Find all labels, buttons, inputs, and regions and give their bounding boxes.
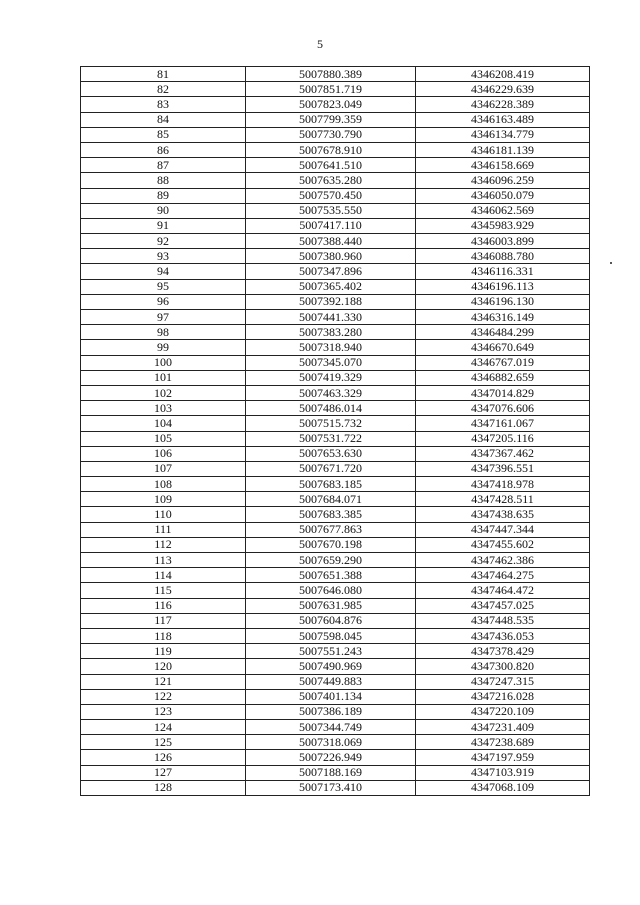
table-row: [81, 674, 590, 689]
y-coordinate-cell: 4346196.130: [416, 294, 590, 309]
y-coordinate-cell: 4346181.139: [416, 142, 590, 157]
point-number-cell: 109: [81, 492, 246, 507]
x-coordinate-cell: 5007515.732: [246, 416, 416, 431]
x-coordinate-cell: 5007392.188: [246, 294, 416, 309]
y-coordinate-cell: 4347448.535: [416, 613, 590, 628]
x-coordinate-cell: 5007631.985: [246, 598, 416, 613]
point-number-cell: 120: [81, 659, 246, 674]
x-coordinate-cell: 5007646.080: [246, 583, 416, 598]
x-coordinate-cell: 5007535.550: [246, 203, 416, 218]
point-number-cell: 96: [81, 294, 246, 309]
x-coordinate-cell: 5007388.440: [246, 234, 416, 249]
point-number-cell: 110: [81, 507, 246, 522]
table-row: [81, 644, 590, 659]
y-coordinate-cell: 4346228.389: [416, 97, 590, 112]
point-number-cell: 105: [81, 431, 246, 446]
point-number-cell: 128: [81, 780, 246, 795]
x-coordinate-cell: 5007347.896: [246, 264, 416, 279]
y-coordinate-cell: 4347428.511: [416, 492, 590, 507]
table-row: [81, 218, 590, 233]
x-coordinate-cell: 5007365.402: [246, 279, 416, 294]
x-coordinate-cell: 5007419.329: [246, 370, 416, 385]
x-coordinate-cell: 5007386.189: [246, 704, 416, 719]
point-number-cell: 85: [81, 127, 246, 142]
table-row: [81, 401, 590, 416]
y-coordinate-cell: 4347068.109: [416, 780, 590, 795]
y-coordinate-cell: 4347438.635: [416, 507, 590, 522]
y-coordinate-cell: 4346096.259: [416, 173, 590, 188]
y-coordinate-cell: 4346316.149: [416, 310, 590, 325]
table-row: [81, 446, 590, 461]
point-number-cell: 123: [81, 704, 246, 719]
y-coordinate-cell: 4346134.779: [416, 127, 590, 142]
x-coordinate-cell: 5007823.049: [246, 97, 416, 112]
table-row: [81, 537, 590, 552]
y-coordinate-cell: 4347220.109: [416, 704, 590, 719]
y-coordinate-cell: 4346208.419: [416, 67, 590, 82]
point-number-cell: 86: [81, 142, 246, 157]
table-row: [81, 158, 590, 173]
x-coordinate-cell: 5007653.630: [246, 446, 416, 461]
point-number-cell: 87: [81, 158, 246, 173]
point-number-cell: 115: [81, 583, 246, 598]
table-row: [81, 583, 590, 598]
x-coordinate-cell: 5007401.134: [246, 689, 416, 704]
y-coordinate-cell: 4346158.669: [416, 158, 590, 173]
table-row: [81, 385, 590, 400]
x-coordinate-cell: 5007851.719: [246, 82, 416, 97]
x-coordinate-cell: 5007635.280: [246, 173, 416, 188]
x-coordinate-cell: 5007677.863: [246, 522, 416, 537]
table-row: [81, 522, 590, 537]
y-coordinate-cell: 4346163.489: [416, 112, 590, 127]
point-number-cell: 116: [81, 598, 246, 613]
table-row: [81, 613, 590, 628]
y-coordinate-cell: 4346767.019: [416, 355, 590, 370]
table-row: [81, 249, 590, 264]
y-coordinate-cell: 4347436.053: [416, 628, 590, 643]
x-coordinate-cell: 5007463.329: [246, 385, 416, 400]
table-row: [81, 97, 590, 112]
table-row: [81, 416, 590, 431]
point-number-cell: 89: [81, 188, 246, 203]
table-row: [81, 173, 590, 188]
y-coordinate-cell: 4346062.569: [416, 203, 590, 218]
y-coordinate-cell: 4346088.780: [416, 249, 590, 264]
y-coordinate-cell: 4346116.331: [416, 264, 590, 279]
point-number-cell: 111: [81, 522, 246, 537]
point-number-cell: 83: [81, 97, 246, 112]
x-coordinate-cell: 5007684.071: [246, 492, 416, 507]
point-number-cell: 92: [81, 234, 246, 249]
x-coordinate-cell: 5007880.389: [246, 67, 416, 82]
table-row: [81, 628, 590, 643]
x-coordinate-cell: 5007188.169: [246, 765, 416, 780]
x-coordinate-cell: 5007490.969: [246, 659, 416, 674]
x-coordinate-cell: 5007380.960: [246, 249, 416, 264]
point-number-cell: 127: [81, 765, 246, 780]
x-coordinate-cell: 5007383.280: [246, 325, 416, 340]
coordinates-table: [80, 66, 590, 796]
y-coordinate-cell: 4347418.978: [416, 477, 590, 492]
x-coordinate-cell: 5007683.385: [246, 507, 416, 522]
x-coordinate-cell: 5007318.069: [246, 735, 416, 750]
y-coordinate-cell: 4346882.659: [416, 370, 590, 385]
table-row: [81, 598, 590, 613]
x-coordinate-cell: 5007344.749: [246, 720, 416, 735]
point-number-cell: 101: [81, 370, 246, 385]
y-coordinate-cell: 4347457.025: [416, 598, 590, 613]
table-row: [81, 689, 590, 704]
x-coordinate-cell: 5007551.243: [246, 644, 416, 659]
y-coordinate-cell: 4346196.113: [416, 279, 590, 294]
point-number-cell: 84: [81, 112, 246, 127]
table-row: [81, 310, 590, 325]
x-coordinate-cell: 5007730.790: [246, 127, 416, 142]
table-row: [81, 750, 590, 765]
point-number-cell: 107: [81, 461, 246, 476]
x-coordinate-cell: 5007799.359: [246, 112, 416, 127]
point-number-cell: 91: [81, 218, 246, 233]
y-coordinate-cell: 4347231.409: [416, 720, 590, 735]
table-row: [81, 492, 590, 507]
x-coordinate-cell: 5007670.198: [246, 537, 416, 552]
point-number-cell: 98: [81, 325, 246, 340]
x-coordinate-cell: 5007531.722: [246, 431, 416, 446]
point-number-cell: 100: [81, 355, 246, 370]
x-coordinate-cell: 5007226.949: [246, 750, 416, 765]
x-coordinate-cell: 5007318.940: [246, 340, 416, 355]
table-row: [81, 325, 590, 340]
point-number-cell: 124: [81, 720, 246, 735]
table-row: [81, 142, 590, 157]
table-row: [81, 720, 590, 735]
y-coordinate-cell: 4346003.899: [416, 234, 590, 249]
table-row: [81, 780, 590, 795]
y-coordinate-cell: 4347464.275: [416, 568, 590, 583]
table-row: [81, 340, 590, 355]
point-number-cell: 93: [81, 249, 246, 264]
point-number-cell: 108: [81, 477, 246, 492]
x-coordinate-cell: 5007173.410: [246, 780, 416, 795]
table-row: [81, 188, 590, 203]
point-number-cell: 113: [81, 553, 246, 568]
table-row: [81, 659, 590, 674]
table-row: [81, 735, 590, 750]
table-row: [81, 264, 590, 279]
x-coordinate-cell: 5007345.070: [246, 355, 416, 370]
y-coordinate-cell: 4346229.639: [416, 82, 590, 97]
table-row: [81, 127, 590, 142]
point-number-cell: 103: [81, 401, 246, 416]
table-row: [81, 112, 590, 127]
y-coordinate-cell: 4347367.462: [416, 446, 590, 461]
y-coordinate-cell: 4347238.689: [416, 735, 590, 750]
table-row: [81, 370, 590, 385]
x-coordinate-cell: 5007570.450: [246, 188, 416, 203]
x-coordinate-cell: 5007651.388: [246, 568, 416, 583]
y-coordinate-cell: 4347455.602: [416, 537, 590, 552]
x-coordinate-cell: 5007678.910: [246, 142, 416, 157]
point-number-cell: 81: [81, 67, 246, 82]
table-row: [81, 203, 590, 218]
point-number-cell: 104: [81, 416, 246, 431]
y-coordinate-cell: 4347076.606: [416, 401, 590, 416]
point-number-cell: 94: [81, 264, 246, 279]
y-coordinate-cell: 4347447.344: [416, 522, 590, 537]
point-number-cell: 117: [81, 613, 246, 628]
table-row: [81, 461, 590, 476]
x-coordinate-cell: 5007417.110: [246, 218, 416, 233]
y-coordinate-cell: 4347247.315: [416, 674, 590, 689]
y-coordinate-cell: 4345983.929: [416, 218, 590, 233]
y-coordinate-cell: 4347205.116: [416, 431, 590, 446]
y-coordinate-cell: 4347396.551: [416, 461, 590, 476]
table-row: [81, 355, 590, 370]
y-coordinate-cell: 4347216.028: [416, 689, 590, 704]
table-row: [81, 765, 590, 780]
y-coordinate-cell: 4347161.067: [416, 416, 590, 431]
point-number-cell: 122: [81, 689, 246, 704]
point-number-cell: 97: [81, 310, 246, 325]
y-coordinate-cell: 4347464.472: [416, 583, 590, 598]
scan-speck: [610, 262, 612, 264]
table-row: [81, 67, 590, 82]
table-row: [81, 507, 590, 522]
point-number-cell: 102: [81, 385, 246, 400]
table-row: [81, 568, 590, 583]
y-coordinate-cell: 4347197.959: [416, 750, 590, 765]
table-row: [81, 279, 590, 294]
y-coordinate-cell: 4347462.386: [416, 553, 590, 568]
x-coordinate-cell: 5007671.720: [246, 461, 416, 476]
point-number-cell: 126: [81, 750, 246, 765]
point-number-cell: 88: [81, 173, 246, 188]
x-coordinate-cell: 5007641.510: [246, 158, 416, 173]
table-row: [81, 82, 590, 97]
point-number-cell: 121: [81, 674, 246, 689]
table-row: [81, 234, 590, 249]
coordinates-table-body: [81, 67, 590, 796]
point-number-cell: 114: [81, 568, 246, 583]
x-coordinate-cell: 5007659.290: [246, 553, 416, 568]
point-number-cell: 106: [81, 446, 246, 461]
table-row: [81, 553, 590, 568]
point-number-cell: 125: [81, 735, 246, 750]
point-number-cell: 82: [81, 82, 246, 97]
table-row: [81, 477, 590, 492]
point-number-cell: 119: [81, 644, 246, 659]
x-coordinate-cell: 5007683.185: [246, 477, 416, 492]
table-row: [81, 431, 590, 446]
table-row: [81, 704, 590, 719]
point-number-cell: 90: [81, 203, 246, 218]
x-coordinate-cell: 5007441.330: [246, 310, 416, 325]
point-number-cell: 118: [81, 628, 246, 643]
y-coordinate-cell: 4346050.079: [416, 188, 590, 203]
y-coordinate-cell: 4347014.829: [416, 385, 590, 400]
y-coordinate-cell: 4347103.919: [416, 765, 590, 780]
x-coordinate-cell: 5007604.876: [246, 613, 416, 628]
y-coordinate-cell: 4346670.649: [416, 340, 590, 355]
point-number-cell: 95: [81, 279, 246, 294]
y-coordinate-cell: 4346484.299: [416, 325, 590, 340]
y-coordinate-cell: 4347300.820: [416, 659, 590, 674]
table-row: [81, 294, 590, 309]
page-number: 5: [317, 37, 323, 51]
y-coordinate-cell: 4347378.429: [416, 644, 590, 659]
x-coordinate-cell: 5007486.014: [246, 401, 416, 416]
x-coordinate-cell: 5007449.883: [246, 674, 416, 689]
point-number-cell: 99: [81, 340, 246, 355]
x-coordinate-cell: 5007598.045: [246, 628, 416, 643]
point-number-cell: 112: [81, 537, 246, 552]
